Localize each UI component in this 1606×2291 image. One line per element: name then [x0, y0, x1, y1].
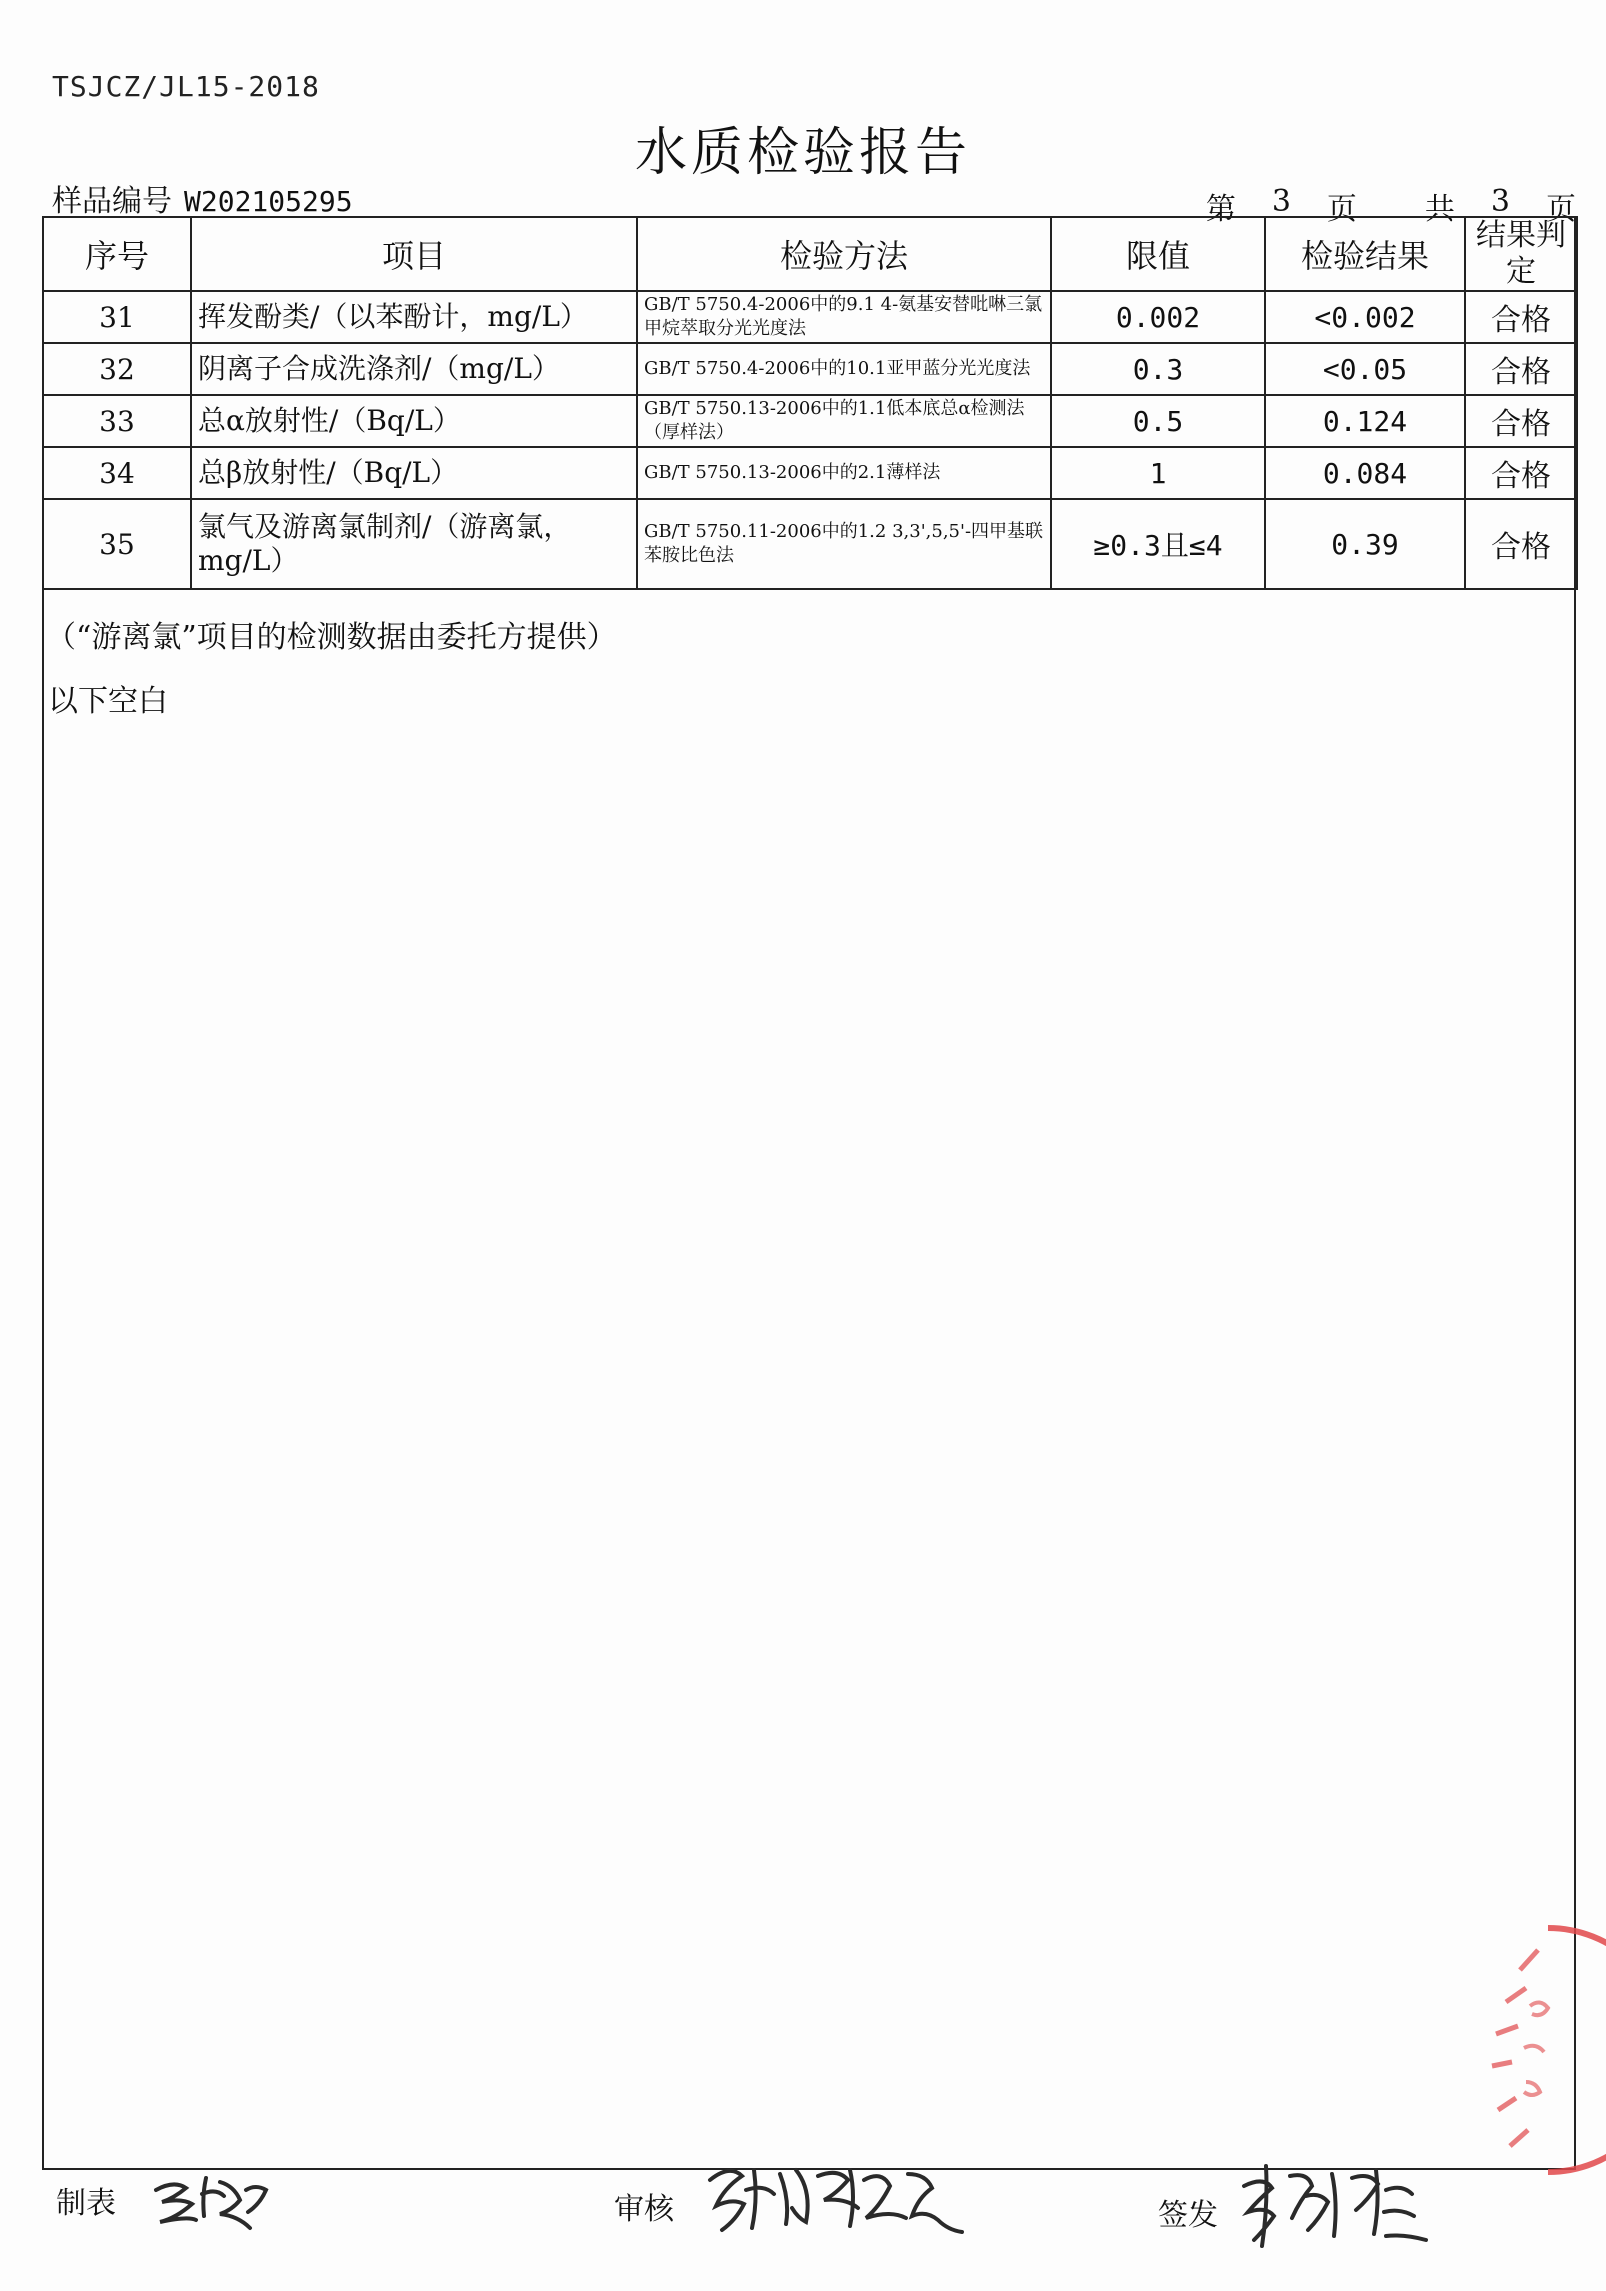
column-header: 序号	[43, 217, 191, 291]
prepared-signature	[148, 2160, 278, 2240]
row-result: 0.084	[1265, 447, 1465, 499]
row-result: 0.124	[1265, 395, 1465, 447]
issued-signature	[1236, 2156, 1436, 2256]
page-label-mid: 页	[1326, 192, 1357, 227]
page-label-suffix: 页	[1546, 192, 1576, 227]
row-method: GB/T 5750.11-2006中的1.2 3,3',5,5'-四甲基联苯胺比色法	[637, 499, 1051, 589]
official-seal	[1408, 1910, 1606, 2190]
row-number: 35	[43, 499, 191, 589]
row-verdict: 合格	[1465, 343, 1577, 395]
reviewed-by-label: 审核	[614, 2192, 674, 2227]
report-title: 水质检验报告	[634, 123, 971, 183]
page-total: 3	[1490, 184, 1510, 219]
row-item: 总β放射性/（Bq/L）	[191, 447, 637, 499]
reviewed-signature	[700, 2150, 970, 2250]
row-method: GB/T 5750.13-2006中的1.1低本底总α检测法（厚样法）	[637, 395, 1051, 447]
page-total-prefix: 共	[1424, 192, 1455, 227]
table-row	[43, 395, 1577, 447]
row-limit: 0.3	[1051, 343, 1265, 395]
column-header: 项目	[191, 217, 637, 291]
row-verdict: 合格	[1465, 499, 1577, 589]
row-verdict: 合格	[1465, 447, 1577, 499]
row-number: 32	[43, 343, 191, 395]
column-header: 检验结果	[1265, 217, 1465, 291]
row-result: 0.39	[1265, 499, 1465, 589]
column-header: 限值	[1051, 217, 1265, 291]
prepared-by-label: 制表	[56, 2186, 116, 2221]
row-item: 阴离子合成洗涤剂/（mg/L）	[191, 343, 637, 395]
row-number: 31	[43, 291, 191, 343]
row-number: 34	[43, 447, 191, 499]
results-table	[42, 216, 1578, 590]
row-verdict: 合格	[1465, 395, 1577, 447]
page-label-prefix: 第	[1205, 192, 1236, 227]
row-item: 总α放射性/（Bq/L）	[191, 395, 637, 447]
table-row	[43, 343, 1577, 395]
row-number: 33	[43, 395, 191, 447]
sample-number-value: W202105295	[184, 185, 353, 218]
row-limit: 0.5	[1051, 395, 1265, 447]
table-row	[43, 499, 1577, 589]
row-item: 挥发酚类/（以苯酚计，mg/L）	[191, 291, 637, 343]
row-method: GB/T 5750.4-2006中的9.1 4-氨基安替吡啉三氯甲烷萃取分光光度法	[637, 291, 1051, 343]
data-source-note: （“游离氯”项目的检测数据由委托方提供）	[46, 620, 617, 655]
column-header: 检验方法	[637, 217, 1051, 291]
column-header: 结果判定	[1465, 217, 1577, 291]
row-limit: 1	[1051, 447, 1265, 499]
row-method: GB/T 5750.13-2006中的2.1薄样法	[637, 447, 1051, 499]
row-limit: ≥0.3且≤4	[1051, 499, 1265, 589]
page-current: 3	[1271, 184, 1291, 219]
table-row	[43, 447, 1577, 499]
blank-marker: 以下空白	[48, 684, 168, 719]
sample-number-label: 样品编号	[52, 184, 172, 219]
issued-by-label: 签发	[1158, 2198, 1218, 2233]
row-item: 氯气及游离氯制剂/（游离氯，mg/L）	[191, 499, 637, 589]
row-result: <0.05	[1265, 343, 1465, 395]
table-header-row	[43, 217, 1577, 291]
table-row	[43, 291, 1577, 343]
document-code: TSJCZ/JL15-2018	[52, 70, 320, 103]
sample-number	[52, 176, 353, 220]
row-result: <0.002	[1265, 291, 1465, 343]
row-method: GB/T 5750.4-2006中的10.1亚甲蓝分光光度法	[637, 343, 1051, 395]
row-limit: 0.002	[1051, 291, 1265, 343]
row-verdict: 合格	[1465, 291, 1577, 343]
